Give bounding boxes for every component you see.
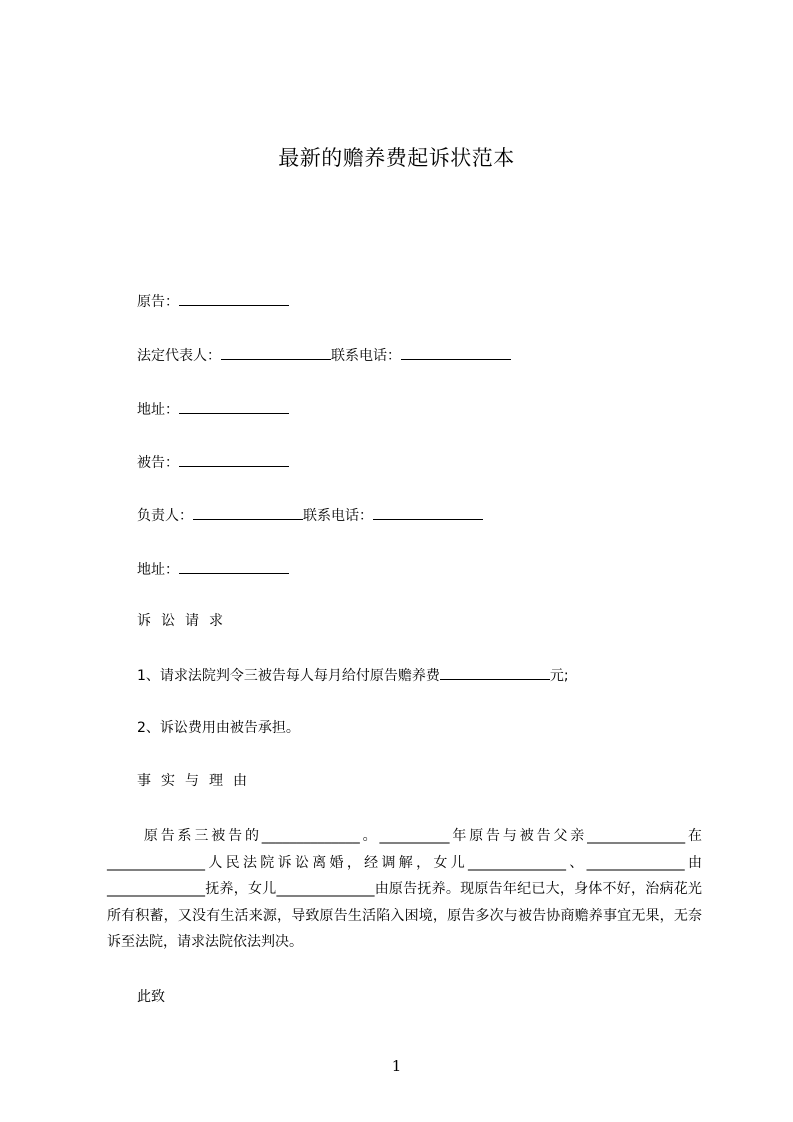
defendant-blank <box>179 453 289 467</box>
phone-blank <box>401 346 511 360</box>
address-label: 地址： <box>137 402 179 418</box>
claim-item-1-text: 1、请求法院判令三被告每人每月给付原告赡养费 <box>137 668 440 684</box>
legal-rep-blank <box>221 346 331 360</box>
phone-label: 联系电话： <box>331 348 401 364</box>
closing: 此致 <box>137 989 165 1005</box>
plaintiff-line <box>137 292 289 311</box>
person-in-charge-line <box>137 506 483 525</box>
page-number: 1 <box>391 1057 402 1075</box>
person-in-charge-label: 负责人： <box>137 508 193 524</box>
claim-item-1 <box>137 666 569 685</box>
plaintiff-address-line <box>137 400 289 419</box>
claim-amount-blank <box>440 666 550 680</box>
legal-rep-line <box>137 346 511 365</box>
claim-item-2: 2、诉讼费用由被告承担。 <box>137 720 300 736</box>
plaintiff-label: 原告： <box>137 294 179 310</box>
facts-paragraph-text: 原告系三被告的______________。__________年原告与被告父亲______________在______________人民法院诉讼离婚，经调解，女儿______________、______________由______________抚养，女儿______________由原告抚养。现原告年纪已大，身体不好，治病花光所有积蓄，又没有生活来源，导致原告生活陷入困境，原告多次与被告协商赡养事宜无果，无奈诉至法院，请求法院依法判决。 <box>107 828 702 950</box>
claim-item-1-suffix: 元; <box>549 668 569 684</box>
address-blank-2 <box>179 560 289 574</box>
phone-blank-2 <box>373 506 483 520</box>
person-in-charge-blank <box>193 506 303 520</box>
facts-paragraph <box>107 823 702 956</box>
defendant-line <box>137 453 289 472</box>
legal-rep-label: 法定代表人： <box>137 348 221 364</box>
defendant-address-line <box>137 560 289 579</box>
plaintiff-blank <box>179 292 289 306</box>
facts-heading: 事实与理由 <box>137 773 257 789</box>
defendant-label: 被告： <box>137 455 179 471</box>
address-label-2: 地址： <box>137 562 179 578</box>
phone-label-2: 联系电话： <box>303 508 373 524</box>
address-blank <box>179 400 289 414</box>
document-title: 最新的赡养费起诉状范本 <box>278 146 515 170</box>
claims-heading: 诉讼请求 <box>137 613 233 629</box>
